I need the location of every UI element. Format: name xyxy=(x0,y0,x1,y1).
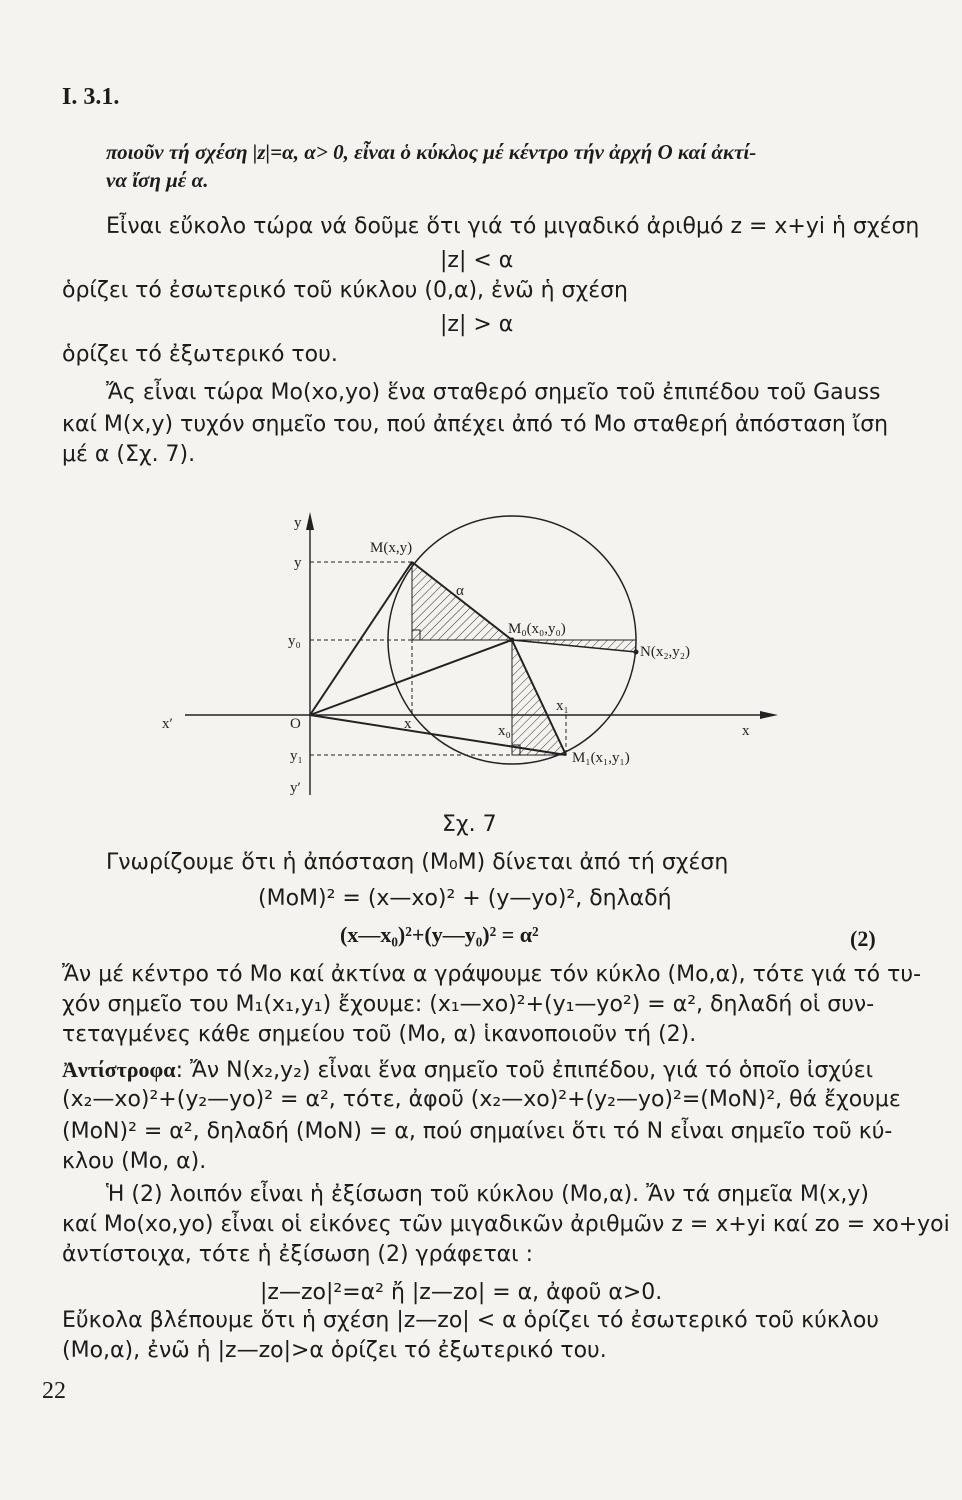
para5-line-2: (x₂—xο)²+(y₂—yο)² = α², τότε, ἀφοῦ (x₂—xο)²+(y₂—yο)²=(ΜοΝ)², θά ἔχουμε xyxy=(62,1087,901,1112)
label-origin: O xyxy=(290,716,301,732)
y-axis-arrow xyxy=(306,512,314,530)
para4-line-3: τεταγμένες κάθε σημείου τοῦ (Μο, α) ἱκανοποιοῦν τή (2). xyxy=(62,1022,697,1047)
para7-line-2: (Μο,α), ἐνῶ ἡ |z—zο|>α ὁρίζει τό ἐξωτερικό του. xyxy=(62,1338,607,1363)
para3-line-1: Γνωρίζουμε ὅτι ἡ ἀπόσταση (Μ₀Μ) δίνεται ἀπό τή σχέση xyxy=(106,850,729,875)
label-n: N(x₂,y₂) xyxy=(640,644,691,660)
page-number: 22 xyxy=(42,1378,66,1404)
intro-line-1: ποιοῦν τή σχέση |z|=α, α> 0, εἶναι ὁ κύκλος μέ κέντρο τήν ἀρχή Ο καί ἀκτί- xyxy=(106,140,757,164)
label-m0: M₀(x₀,y₀) xyxy=(508,621,566,637)
equation-number: (2) xyxy=(850,926,876,951)
label-alpha: α xyxy=(456,583,464,599)
label-y-tick: y xyxy=(294,555,302,571)
para5-line-4: κλου (Μο, α). xyxy=(62,1149,207,1174)
para6-formula: |z—zο|²=α² ἤ |z—zο| = α, ἀφοῦ α>0. xyxy=(260,1280,663,1305)
para2-line-3: μέ α (Σχ. 7). xyxy=(62,442,196,467)
para5-line-3: (ΜοΝ)² = α², δηλαδή (ΜοΝ) = α, πού σημαίνει ὅτι τό Ν εἶναι σημεῖο τοῦ κύ- xyxy=(62,1119,893,1144)
para1-line-2: ὁρίζει τό ἐσωτερικό τοῦ κύκλου (0,α), ἐνῶ ἡ σχέση xyxy=(62,278,628,303)
para5-line-1-rest: : Ἄν Ν(x₂,y₂) εἶναι ἕνα σημεῖο τοῦ ἐπιπέδου, γιά τό ὁποῖο ἰσχύει xyxy=(175,1058,874,1083)
equation-2: (x—x₀)²+(y—y₀)² = α² xyxy=(340,922,539,947)
label-x1-tick: x₁ xyxy=(556,698,569,714)
para6-line-1: Ἡ (2) λοιπόν εἶναι ἡ ἐξίσωση τοῦ κύκλου (Μο,α). Ἄν τά σημεῖα Μ(x,y) xyxy=(106,1182,870,1207)
para1-formula-1: |z| < α xyxy=(440,248,514,273)
label-m1: M₁(x₁,y₁) xyxy=(572,750,630,766)
figure-7 xyxy=(0,500,962,810)
segment-o-m0 xyxy=(310,640,512,715)
para3-formula: (ΜοΜ)² = (x—xο)² + (y—yο)², δηλαδή xyxy=(258,886,672,911)
intro-line-2: να ἴση μέ α. xyxy=(106,168,209,192)
segment-o-m xyxy=(310,562,412,715)
para6-line-2: καί Μο(xο,yο) εἶναι οἱ εἰκόνες τῶν μιγαδικῶν ἀριθμῶν z = x+yi καί zο = xο+yοi xyxy=(62,1212,950,1237)
para1-line-1: Εἶναι εὔκολο τώρα νά δοῦμε ὅτι γιά τό μιγαδικό ἀριθμό z = x+yi ἡ σχέση xyxy=(106,214,920,239)
para4-line-2: χόν σημεῖο του Μ₁(x₁,y₁) ἔχουμε: (x₁—xο)²+(y₁—yο²) = α², δηλαδή οἱ συν- xyxy=(62,992,875,1017)
x-axis-arrow xyxy=(760,711,778,719)
para7-line-1: Εὔκολα βλέπουμε ὅτι ἡ σχέση |z—zο| < α ὁρίζει τό ἐσωτερικό τοῦ κύκλου xyxy=(62,1308,880,1333)
figure-caption: Σχ. 7 xyxy=(442,812,497,837)
para5-line-1 xyxy=(62,1055,873,1086)
para4-line-1: Ἄν μέ κέντρο τό Μο καί ἀκτίνα α γράψουμε τόν κύκλο (Μο,α), τότε γιά τό τυ- xyxy=(62,962,922,987)
para1-formula-2: |z| > α xyxy=(440,312,514,337)
label-x-prime: x′ xyxy=(162,716,173,732)
section-number: Ι. 3.1. xyxy=(62,84,120,110)
para1-line-3: ὁρίζει τό ἐξωτερικό του. xyxy=(62,342,338,367)
label-y-axis: y xyxy=(294,515,302,531)
para2-line-2: καί Μ(x,y) τυχόν σημεῖο του, πού ἀπέχει ἀπό τό Μο σταθερή ἀπόσταση ἴση xyxy=(62,412,889,437)
para2-line-1: Ἄς εἶναι τώρα Μο(xο,yο) ἕνα σταθερό σημεῖο τοῦ ἐπιπέδου τοῦ Gauss xyxy=(106,380,881,405)
label-m: M(x,y) xyxy=(370,540,413,556)
label-x-axis: x xyxy=(742,723,750,739)
conversely-label: Ἀντίστροφα xyxy=(62,1057,176,1082)
label-x-tick: x xyxy=(404,716,412,732)
label-y1-tick: y₁ xyxy=(290,748,303,764)
point-n xyxy=(634,650,639,655)
label-x0-tick: x₀ xyxy=(498,723,511,739)
label-y0-tick: y₀ xyxy=(288,633,301,649)
point-m0 xyxy=(510,638,515,643)
para6-line-3: ἀντίστοιχα, τότε ἡ ἐξίσωση (2) γράφεται : xyxy=(62,1242,534,1267)
label-y-prime: y′ xyxy=(290,780,301,796)
